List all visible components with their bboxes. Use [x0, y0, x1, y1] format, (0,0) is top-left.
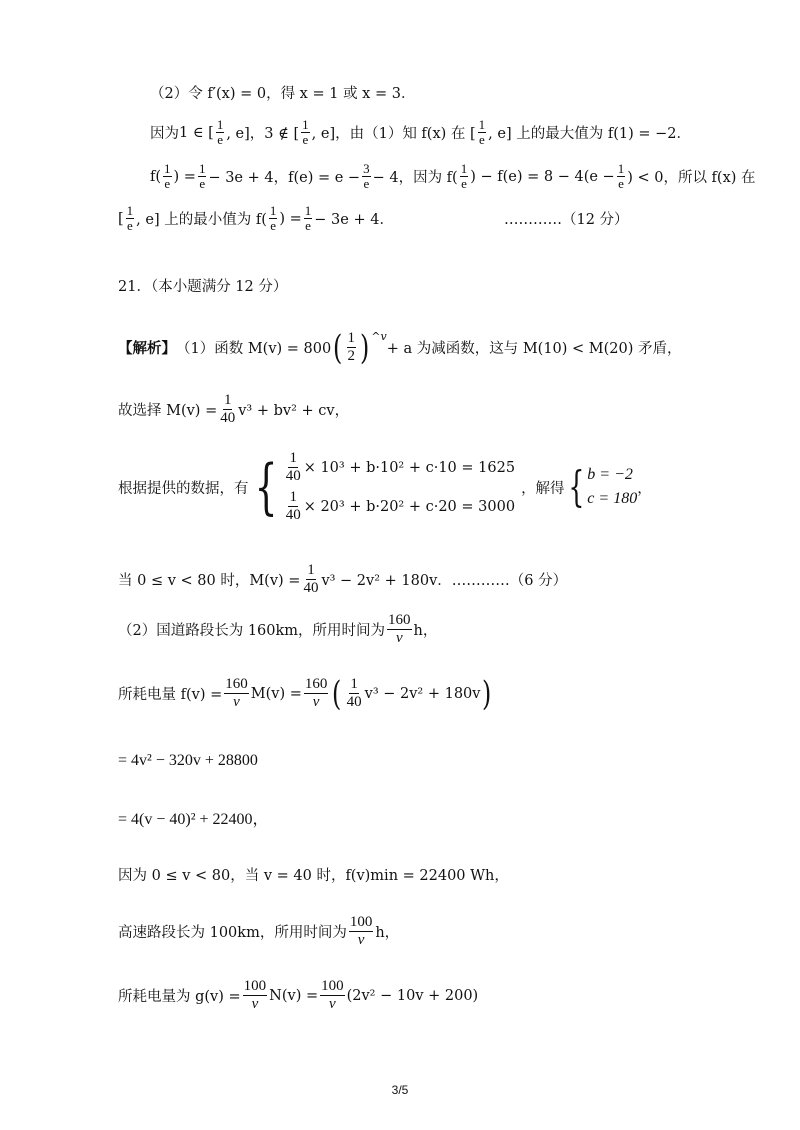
- equation: b = −2: [587, 466, 633, 483]
- line-text: 所耗电量 f(v) =: [118, 687, 223, 703]
- line-text: 因为: [150, 126, 179, 142]
- text-line: [118, 914, 399, 949]
- text-line: [118, 752, 258, 770]
- line-text: 21．（本小题满分 12 分）: [118, 279, 288, 295]
- line-text: f(: [150, 168, 162, 185]
- fraction: $\frac{1}{2}$: [347, 330, 355, 364]
- fraction: $\frac{1}{e}$: [302, 117, 309, 147]
- equation-system-line: [118, 450, 652, 524]
- text-line: [118, 978, 478, 1013]
- equation: × 10³ + b·10² + c·10 = 1625: [303, 459, 516, 476]
- fraction: $\frac{1}{e}$: [269, 203, 277, 233]
- line-text: （2）国道路段长为 160km，所用时间为: [118, 623, 386, 639]
- brace: {: [254, 452, 278, 522]
- fraction: $\frac{1}{e}$: [126, 203, 134, 233]
- line-text: , e]，由（1）知 f(x) 在 [: [311, 126, 476, 142]
- fraction: $\frac{3}{e}$: [363, 161, 370, 191]
- question-heading: [118, 275, 287, 296]
- line-text: 1 ∈ [: [179, 124, 214, 141]
- fraction: $\frac{1}{40}$: [303, 562, 319, 596]
- line-text: v³ − 2v² + 180v: [364, 685, 481, 702]
- solution-label: 【解析】: [118, 340, 176, 357]
- fraction: $\frac{1}{e}$: [460, 161, 468, 191]
- fraction: $\frac{1}{e}$: [198, 161, 206, 191]
- text-line: [150, 82, 415, 103]
- line-text: N(v) =: [269, 987, 319, 1004]
- solution-system: [565, 462, 638, 511]
- text-line: [118, 204, 629, 233]
- fraction: $\frac{1}{40}$: [285, 450, 301, 484]
- fraction: $\frac{1}{40}$: [220, 392, 236, 426]
- fraction: $\frac{100}{v}$: [349, 914, 373, 948]
- page-number: 3/5: [391, 1083, 409, 1097]
- line-text: M(v) =: [250, 685, 302, 702]
- equation: × 20³ + b·20² + c·20 = 3000: [303, 498, 516, 515]
- line-text: v³ + bv² + cv，: [238, 403, 350, 419]
- line-text: (2v² − 10v + 200): [346, 987, 479, 1004]
- paren: ): [482, 673, 492, 714]
- score-note: …………（12 分）: [503, 212, 629, 228]
- text-line: [118, 806, 269, 829]
- line-text: ，: [637, 480, 652, 497]
- fraction: $\frac{1}{40}$: [285, 489, 301, 523]
- line-text: （1）函数 M(v) = 800: [176, 341, 332, 357]
- text-line: [118, 612, 437, 647]
- fraction: $\frac{100}{v}$: [321, 978, 344, 1012]
- line-text: − 3e + 4，f(e) = e −: [208, 170, 361, 186]
- line-text: − 3e + 4．: [314, 212, 394, 228]
- line-text: [: [118, 210, 124, 227]
- fraction: $\frac{1}{e}$: [617, 161, 625, 191]
- line-text: , e] 上的最大值为 f(1) = −2．: [488, 126, 691, 142]
- fraction: $\frac{1}{e}$: [304, 203, 312, 233]
- text-line: [118, 392, 349, 427]
- line-text: v³ − 2v² + 180v．…………（6 分）: [321, 573, 568, 589]
- line-text: − 4，因为 f(: [372, 170, 458, 186]
- exponent: ^v: [371, 330, 387, 343]
- fraction: $\frac{1}{e}$: [478, 117, 486, 147]
- fraction: $\frac{1}{40}$: [346, 676, 362, 710]
- line-text: h，: [375, 925, 400, 941]
- fraction: $\frac{1}{e}$: [216, 117, 224, 147]
- line-text: 当 0 ≤ v < 80 时，M(v) =: [118, 573, 301, 589]
- fraction: $\frac{160}{v}$: [304, 676, 328, 710]
- line-text: ) =: [173, 168, 196, 185]
- line-text: ，解得: [521, 480, 565, 497]
- fraction: $\frac{100}{v}$: [243, 978, 267, 1012]
- paren: ): [359, 327, 370, 368]
- line-text: （2）令 f′(x) = 0，得 x = 1 或 x = 3．: [150, 86, 416, 102]
- text-line: [118, 864, 509, 885]
- paren: (: [332, 673, 342, 714]
- brace: {: [567, 462, 584, 511]
- fraction: $\frac{1}{e}$: [164, 161, 171, 191]
- line-text: 高速路段长为 100km，所用时间为: [118, 925, 347, 941]
- equation: = 4(v − 40)² + 22400，: [118, 811, 269, 828]
- line-text: 所耗电量为 g(v) =: [118, 989, 241, 1005]
- text-line: [118, 673, 494, 714]
- equation: = 4v² − 320v + 28800: [118, 752, 258, 769]
- line-text: , e]，3 ∉ [: [226, 126, 300, 142]
- line-text: ) =: [279, 210, 302, 227]
- line-text: + a 为减函数，这与 M(10) < M(20) 矛盾，: [386, 341, 682, 357]
- line-text: h，: [413, 623, 438, 639]
- text-line: [118, 562, 567, 597]
- text-line: [150, 118, 691, 147]
- equation: c = 180: [587, 490, 638, 507]
- fraction: $\frac{160}{v}$: [388, 612, 411, 646]
- paren: (: [333, 327, 343, 368]
- line-text: ) < 0，所以 f(x) 在: [627, 170, 756, 186]
- text-line: [150, 162, 756, 191]
- line-text: 故选择 M(v) =: [118, 403, 218, 419]
- line-text: 因为 0 ≤ v < 80，当 v = 40 时，f(v)min = 22400 Wh，: [118, 868, 509, 884]
- line-text: ) − f(e) = 8 − 4(e −: [470, 168, 615, 185]
- line-text: , e] 上的最小值为 f(: [136, 212, 267, 228]
- equation-system: [249, 450, 516, 524]
- fraction: $\frac{160}{v}$: [225, 676, 248, 710]
- text-line: [118, 327, 682, 368]
- line-text: 根据提供的数据，有: [118, 480, 249, 497]
